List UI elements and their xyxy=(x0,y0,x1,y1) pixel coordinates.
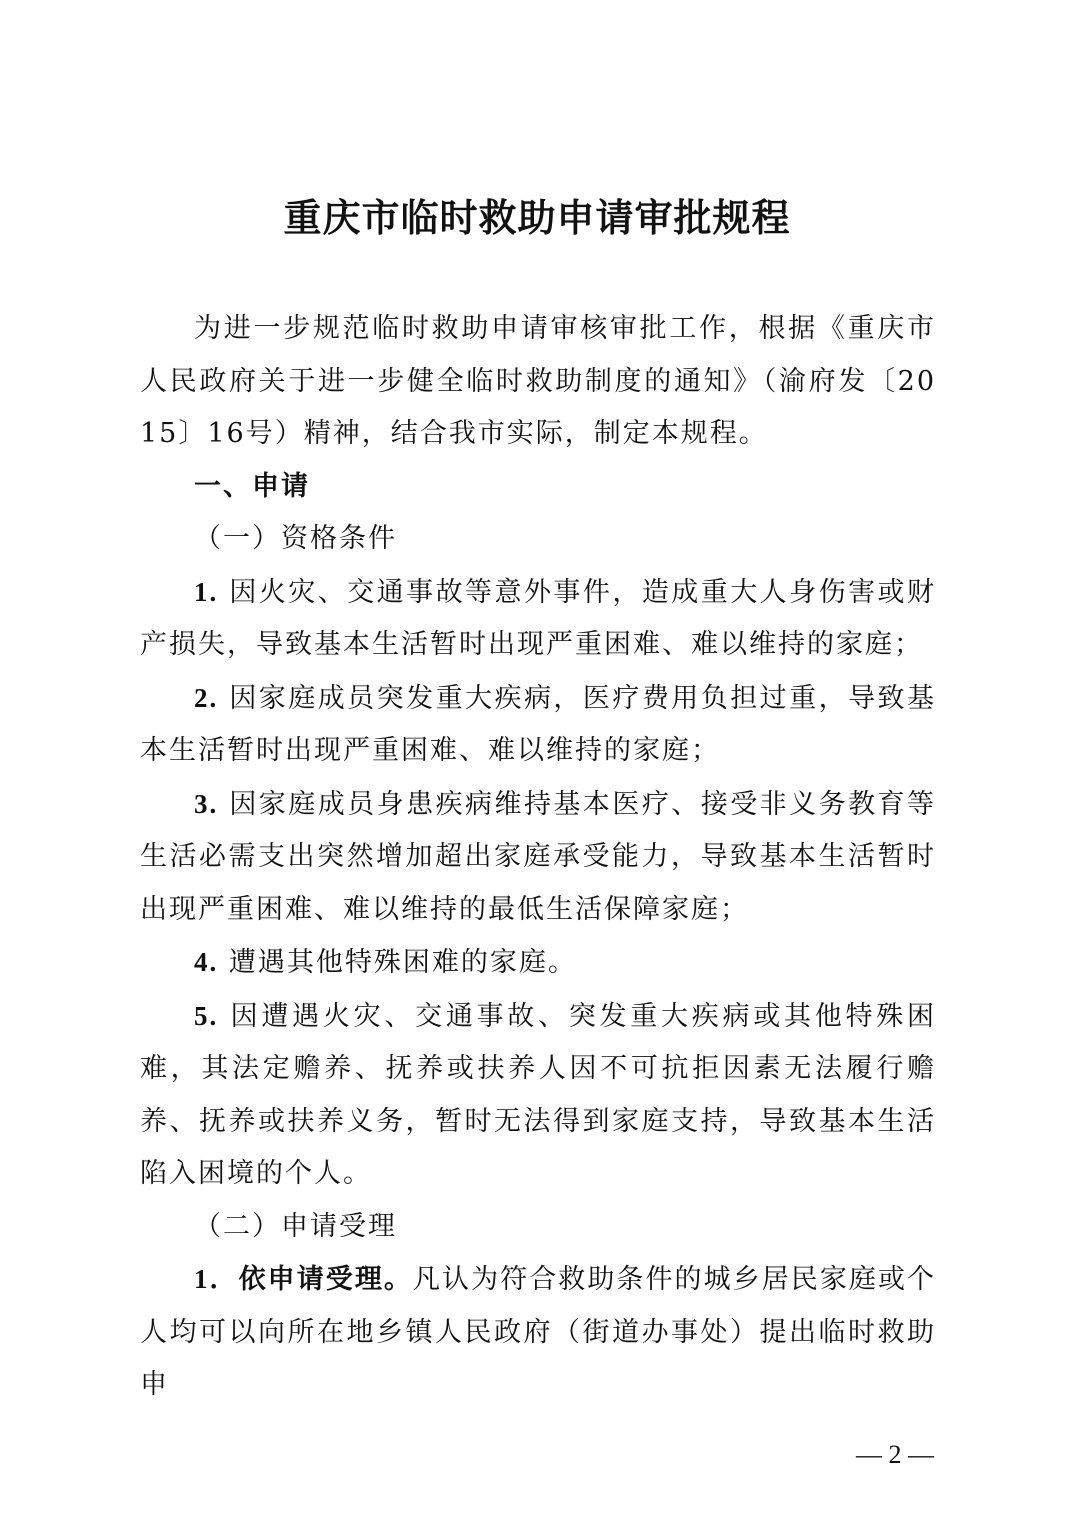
document-title: 重庆市临时救助申请审批规程 xyxy=(283,195,791,240)
document-body xyxy=(140,303,936,1412)
intro-paragraph: 为进一步规范临时救助申请审核审批工作，根据《重庆市人民政府关于进一步健全临时救助制度的通知》（渝府发〔2015〕16号）精神，结合我市实际，制定本规程。 xyxy=(140,313,936,449)
acceptance-item xyxy=(140,1253,936,1412)
condition-item xyxy=(140,778,936,937)
acceptance-lead: 依申请受理。 xyxy=(238,1264,413,1295)
condition-number: 4. xyxy=(194,947,219,977)
page-number: — 2 — xyxy=(856,1440,934,1469)
condition-text: 因家庭成员身患疾病维持基本医疗、接受非义务教育等生活必需支出突然增加超出家庭承受能力，导致基本生活暂时出现严重困难、难以维持的最低生活保障家庭； xyxy=(140,788,937,925)
condition-number: 2. xyxy=(194,682,219,713)
condition-item xyxy=(140,672,936,778)
condition-text: 因遭遇火灾、交通事故、突发重大疾病或其他特殊困难，其法定赡养、抚养或扶养人因不可抗拒因素无法履行赡养、抚养或扶养义务，暂时无法得到家庭支持，导致基本生活陷入困境的个人。 xyxy=(140,1000,937,1189)
condition-text: 因家庭成员突发重大疾病，医疗费用负担过重，导致基本生活暂时出现严重困难、难以维持的家庭； xyxy=(140,682,937,766)
condition-number: 3. xyxy=(194,788,219,819)
acceptance-text: 凡认为符合救助条件的城乡居民家庭或个人均可以向所在地乡镇人民政府（街道办事处）提出临时救助申 xyxy=(140,1264,937,1400)
acceptance-number: 1． xyxy=(194,1264,239,1294)
condition-number: 5. xyxy=(194,1000,219,1031)
subsection-heading-eligibility: （一）资格条件 xyxy=(194,523,397,554)
condition-item xyxy=(140,990,936,1201)
condition-text: 因火灾、交通事故等意外事件，造成重大人身伤害或财产损失，导致基本生活暂时出现严重困难、难以维持的家庭； xyxy=(140,576,937,660)
subsection-heading-acceptance: （二）申请受理 xyxy=(194,1210,397,1242)
section-heading-application: 一、申请 xyxy=(194,470,310,502)
condition-text: 遭遇其他特殊困难的家庭。 xyxy=(228,947,577,978)
condition-item xyxy=(140,936,936,990)
condition-item xyxy=(140,566,936,672)
condition-number: 1. xyxy=(194,576,219,607)
